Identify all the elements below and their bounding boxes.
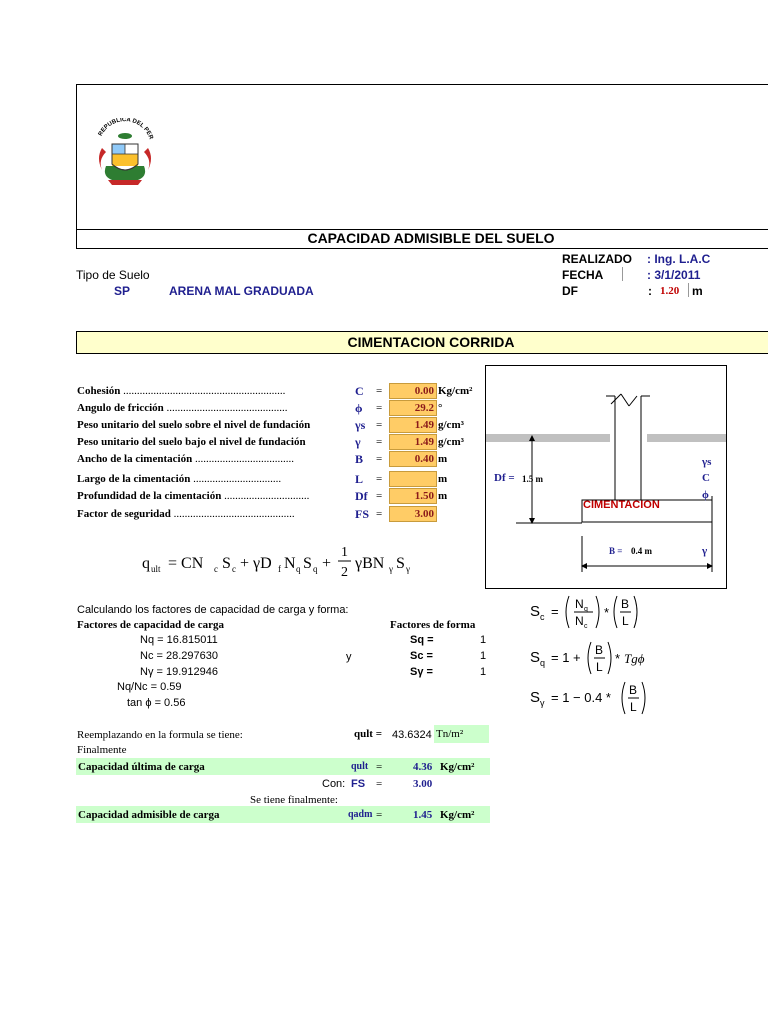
svg-text:N: N bbox=[575, 597, 584, 611]
svg-text:Tgϕ: Tgϕ bbox=[624, 651, 645, 666]
param-dots: ............................................ bbox=[166, 402, 288, 414]
fecha-divider bbox=[622, 267, 623, 281]
param-symbol: Df bbox=[355, 489, 368, 503]
capacity-admissible-value: 1.45 bbox=[413, 809, 433, 821]
svg-text:γ: γ bbox=[540, 698, 545, 708]
param-label: Cohesión bbox=[77, 385, 121, 397]
df-value: 1.20 bbox=[660, 285, 680, 297]
param-symbol: γs bbox=[355, 418, 366, 432]
diagram-b-value: 0.4 m bbox=[631, 546, 652, 556]
tipo-suelo-label: Tipo de Suelo bbox=[76, 268, 150, 282]
header-frame bbox=[76, 84, 768, 249]
fs-value: 3.00 bbox=[413, 778, 433, 790]
page-title: CAPACIDAD ADMISIBLE DEL SUELO bbox=[307, 230, 555, 246]
con-label: Con: bbox=[322, 778, 346, 790]
param-symbol: FS bbox=[355, 507, 370, 521]
diagram-cimentacion-label: CIMENTACION bbox=[583, 499, 660, 511]
param-eq: = bbox=[376, 508, 383, 520]
capacity-admissible-label: Capacidad admisible de carga bbox=[78, 809, 220, 821]
param-eq: = bbox=[376, 436, 383, 448]
svg-text:N: N bbox=[575, 614, 584, 628]
df-divider bbox=[688, 283, 689, 297]
param-unit: m bbox=[438, 490, 448, 502]
qult-unit: Tn/m² bbox=[436, 728, 464, 740]
param-value bbox=[389, 471, 437, 487]
svg-text:q: q bbox=[540, 658, 546, 668]
param-unit: Kg/cm² bbox=[438, 385, 473, 397]
svg-text:= 1 − 0.4 *: = 1 − 0.4 * bbox=[551, 690, 611, 705]
realizado-value: : Ing. L.A.C bbox=[647, 252, 711, 266]
sc-value: 1 bbox=[480, 650, 487, 662]
svg-text:q: q bbox=[584, 606, 588, 613]
realizado-label: REALIZADO bbox=[562, 252, 632, 266]
sq-label: Sq = bbox=[410, 634, 434, 646]
section-title: CIMENTACION CORRIDA bbox=[347, 334, 515, 350]
svg-text:2: 2 bbox=[341, 565, 348, 580]
param-eq: = bbox=[376, 402, 383, 414]
svg-text:γ: γ bbox=[406, 564, 410, 574]
bearing-capacity-formula bbox=[138, 540, 428, 587]
param-label: Angulo de fricción bbox=[77, 402, 164, 414]
shape-factors-header: Factores de forma bbox=[390, 619, 476, 631]
svg-text:γBN: γBN bbox=[355, 555, 385, 572]
svg-text:c: c bbox=[540, 612, 545, 622]
svg-text:f: f bbox=[278, 564, 281, 574]
svg-text:REPUBLICA DEL PERU: REPUBLICA DEL PER bbox=[97, 118, 154, 141]
sc-label: Sc = bbox=[410, 650, 433, 662]
param-label: Ancho de la cimentación bbox=[77, 453, 193, 465]
param-dots: ............................................ bbox=[173, 508, 295, 520]
param-unit: m bbox=[438, 473, 448, 485]
param-symbol: γ bbox=[355, 435, 361, 449]
df-unit: m bbox=[692, 284, 703, 298]
capacity-admissible-symbol: qadm bbox=[348, 809, 373, 820]
soil-code: SP bbox=[114, 284, 131, 298]
svg-text:c: c bbox=[214, 564, 218, 574]
diagram-phi: ϕ bbox=[702, 489, 709, 501]
capacity-ultimate-label: Capacidad última de carga bbox=[78, 761, 205, 773]
param-unit: m bbox=[438, 453, 448, 465]
fs-symbol: FS bbox=[351, 778, 366, 790]
param-value: 0.40 bbox=[389, 451, 437, 467]
ngamma-value: Nγ = 19.912946 bbox=[140, 666, 218, 678]
diagram-gamma-s: γs bbox=[702, 456, 712, 468]
capacity-ultimate-unit: Kg/cm² bbox=[440, 761, 475, 773]
nq-value: Nq = 16.815011 bbox=[140, 634, 218, 646]
fecha-label: FECHA bbox=[562, 268, 604, 282]
qult-symbol: qult = bbox=[354, 728, 382, 740]
diagram-gamma: γ bbox=[702, 545, 708, 557]
capacity-admissible-eq: = bbox=[376, 809, 383, 821]
nc-value: Nc = 28.297630 bbox=[140, 650, 218, 662]
svg-text:S: S bbox=[396, 555, 405, 572]
factors-intro: Calculando los factores de capacidad de carga y forma: bbox=[77, 604, 349, 616]
sgamma-value: 1 bbox=[480, 666, 487, 678]
svg-text:+ γD: + γD bbox=[240, 555, 272, 572]
param-label: Factor de seguridad bbox=[77, 508, 171, 520]
replace-text: Reemplazando en la formula se tiene: bbox=[77, 729, 243, 741]
svg-text:q: q bbox=[296, 564, 301, 574]
soil-name: ARENA MAL GRADUADA bbox=[169, 284, 314, 298]
svg-text:ult: ult bbox=[151, 564, 161, 574]
fecha-value: : 3/1/2011 bbox=[647, 268, 701, 282]
nq-nc-value: Nq/Nc = 0.59 bbox=[117, 681, 182, 693]
svg-text:L: L bbox=[630, 700, 637, 714]
param-dots: ................................ bbox=[193, 473, 282, 485]
param-unit: g/cm³ bbox=[438, 436, 464, 448]
svg-text:S: S bbox=[530, 649, 541, 666]
param-symbol: L bbox=[355, 472, 364, 486]
svg-text:S: S bbox=[530, 603, 541, 620]
param-value: 1.49 bbox=[389, 434, 437, 450]
svg-text:*: * bbox=[604, 605, 610, 620]
param-value: 3.00 bbox=[389, 506, 437, 522]
peru-coat-of-arms-icon bbox=[92, 118, 158, 188]
svg-text:γ: γ bbox=[389, 564, 393, 574]
svg-text:+: + bbox=[322, 555, 332, 572]
param-symbol: B bbox=[355, 452, 364, 466]
capacity-ultimate-eq: = bbox=[376, 761, 383, 773]
svg-text:B: B bbox=[595, 643, 604, 657]
df-colon: : bbox=[648, 284, 652, 298]
svg-text:*: * bbox=[615, 651, 621, 666]
svg-text:1: 1 bbox=[341, 545, 348, 560]
svg-text:= CN: = CN bbox=[168, 555, 204, 572]
diagram-c: C bbox=[702, 472, 710, 484]
shape-factor-formulas bbox=[525, 590, 695, 727]
svg-text:c: c bbox=[232, 564, 236, 574]
capacity-ultimate-value: 4.36 bbox=[413, 761, 433, 773]
param-value: 0.00 bbox=[389, 383, 437, 399]
diagram-b-label: B = bbox=[609, 546, 623, 556]
finalmente-label: Finalmente bbox=[77, 744, 127, 756]
svg-text:c: c bbox=[584, 623, 588, 630]
svg-text:L: L bbox=[622, 614, 629, 628]
param-value: 1.49 bbox=[389, 417, 437, 433]
and-label: y bbox=[346, 651, 352, 663]
tiene-finalmente-text: Se tiene finalmente: bbox=[250, 794, 338, 806]
tan-phi-value: tan ϕ = 0.56 bbox=[127, 697, 186, 709]
qult-value: 43.6324 bbox=[392, 729, 432, 741]
param-dots: ........................................................... bbox=[123, 385, 286, 397]
param-dots: .................................... bbox=[194, 453, 294, 465]
param-label: Profundidad de la cimentación bbox=[77, 490, 222, 502]
svg-text:q: q bbox=[313, 564, 318, 574]
param-label: Largo de la cimentación bbox=[77, 473, 191, 485]
svg-text:S: S bbox=[530, 689, 541, 706]
svg-text:L: L bbox=[596, 660, 603, 674]
svg-text:=: = bbox=[551, 604, 559, 619]
svg-text:N: N bbox=[284, 555, 296, 572]
diagram-df-value: 1.5 m bbox=[522, 474, 543, 484]
param-dots: ............................... bbox=[224, 490, 310, 502]
svg-text:= 1 +: = 1 + bbox=[551, 650, 581, 665]
param-eq: = bbox=[376, 385, 383, 397]
param-label: Peso unitario del suelo bajo el nivel de fundación bbox=[77, 436, 306, 448]
param-unit: g/cm³ bbox=[438, 419, 464, 431]
capacity-admissible-unit: Kg/cm² bbox=[440, 809, 475, 821]
diagram-df-label: Df = bbox=[494, 472, 515, 484]
param-value: 1.50 bbox=[389, 488, 437, 504]
capacity-factors-header: Factores de capacidad de carga bbox=[77, 619, 225, 631]
svg-text:q: q bbox=[142, 555, 150, 572]
param-symbol: ϕ bbox=[355, 401, 363, 415]
param-label: Peso unitario del suelo sobre el nivel de fundación bbox=[77, 419, 311, 431]
param-unit: ° bbox=[438, 402, 443, 414]
sq-value: 1 bbox=[480, 634, 487, 646]
capacity-ultimate-symbol: qult bbox=[351, 761, 369, 772]
svg-text:S: S bbox=[303, 555, 312, 572]
param-symbol: C bbox=[355, 384, 364, 398]
svg-text:S: S bbox=[222, 555, 231, 572]
fs-eq: = bbox=[376, 778, 383, 790]
param-eq: = bbox=[376, 453, 383, 465]
svg-text:B: B bbox=[629, 683, 638, 697]
df-label: DF bbox=[562, 284, 578, 298]
param-eq: = bbox=[376, 419, 383, 431]
param-value: 29.2 bbox=[389, 400, 437, 416]
param-eq: = bbox=[376, 473, 383, 485]
sgamma-label: Sγ = bbox=[410, 666, 433, 678]
svg-text:B: B bbox=[621, 597, 630, 611]
param-eq: = bbox=[376, 490, 383, 502]
